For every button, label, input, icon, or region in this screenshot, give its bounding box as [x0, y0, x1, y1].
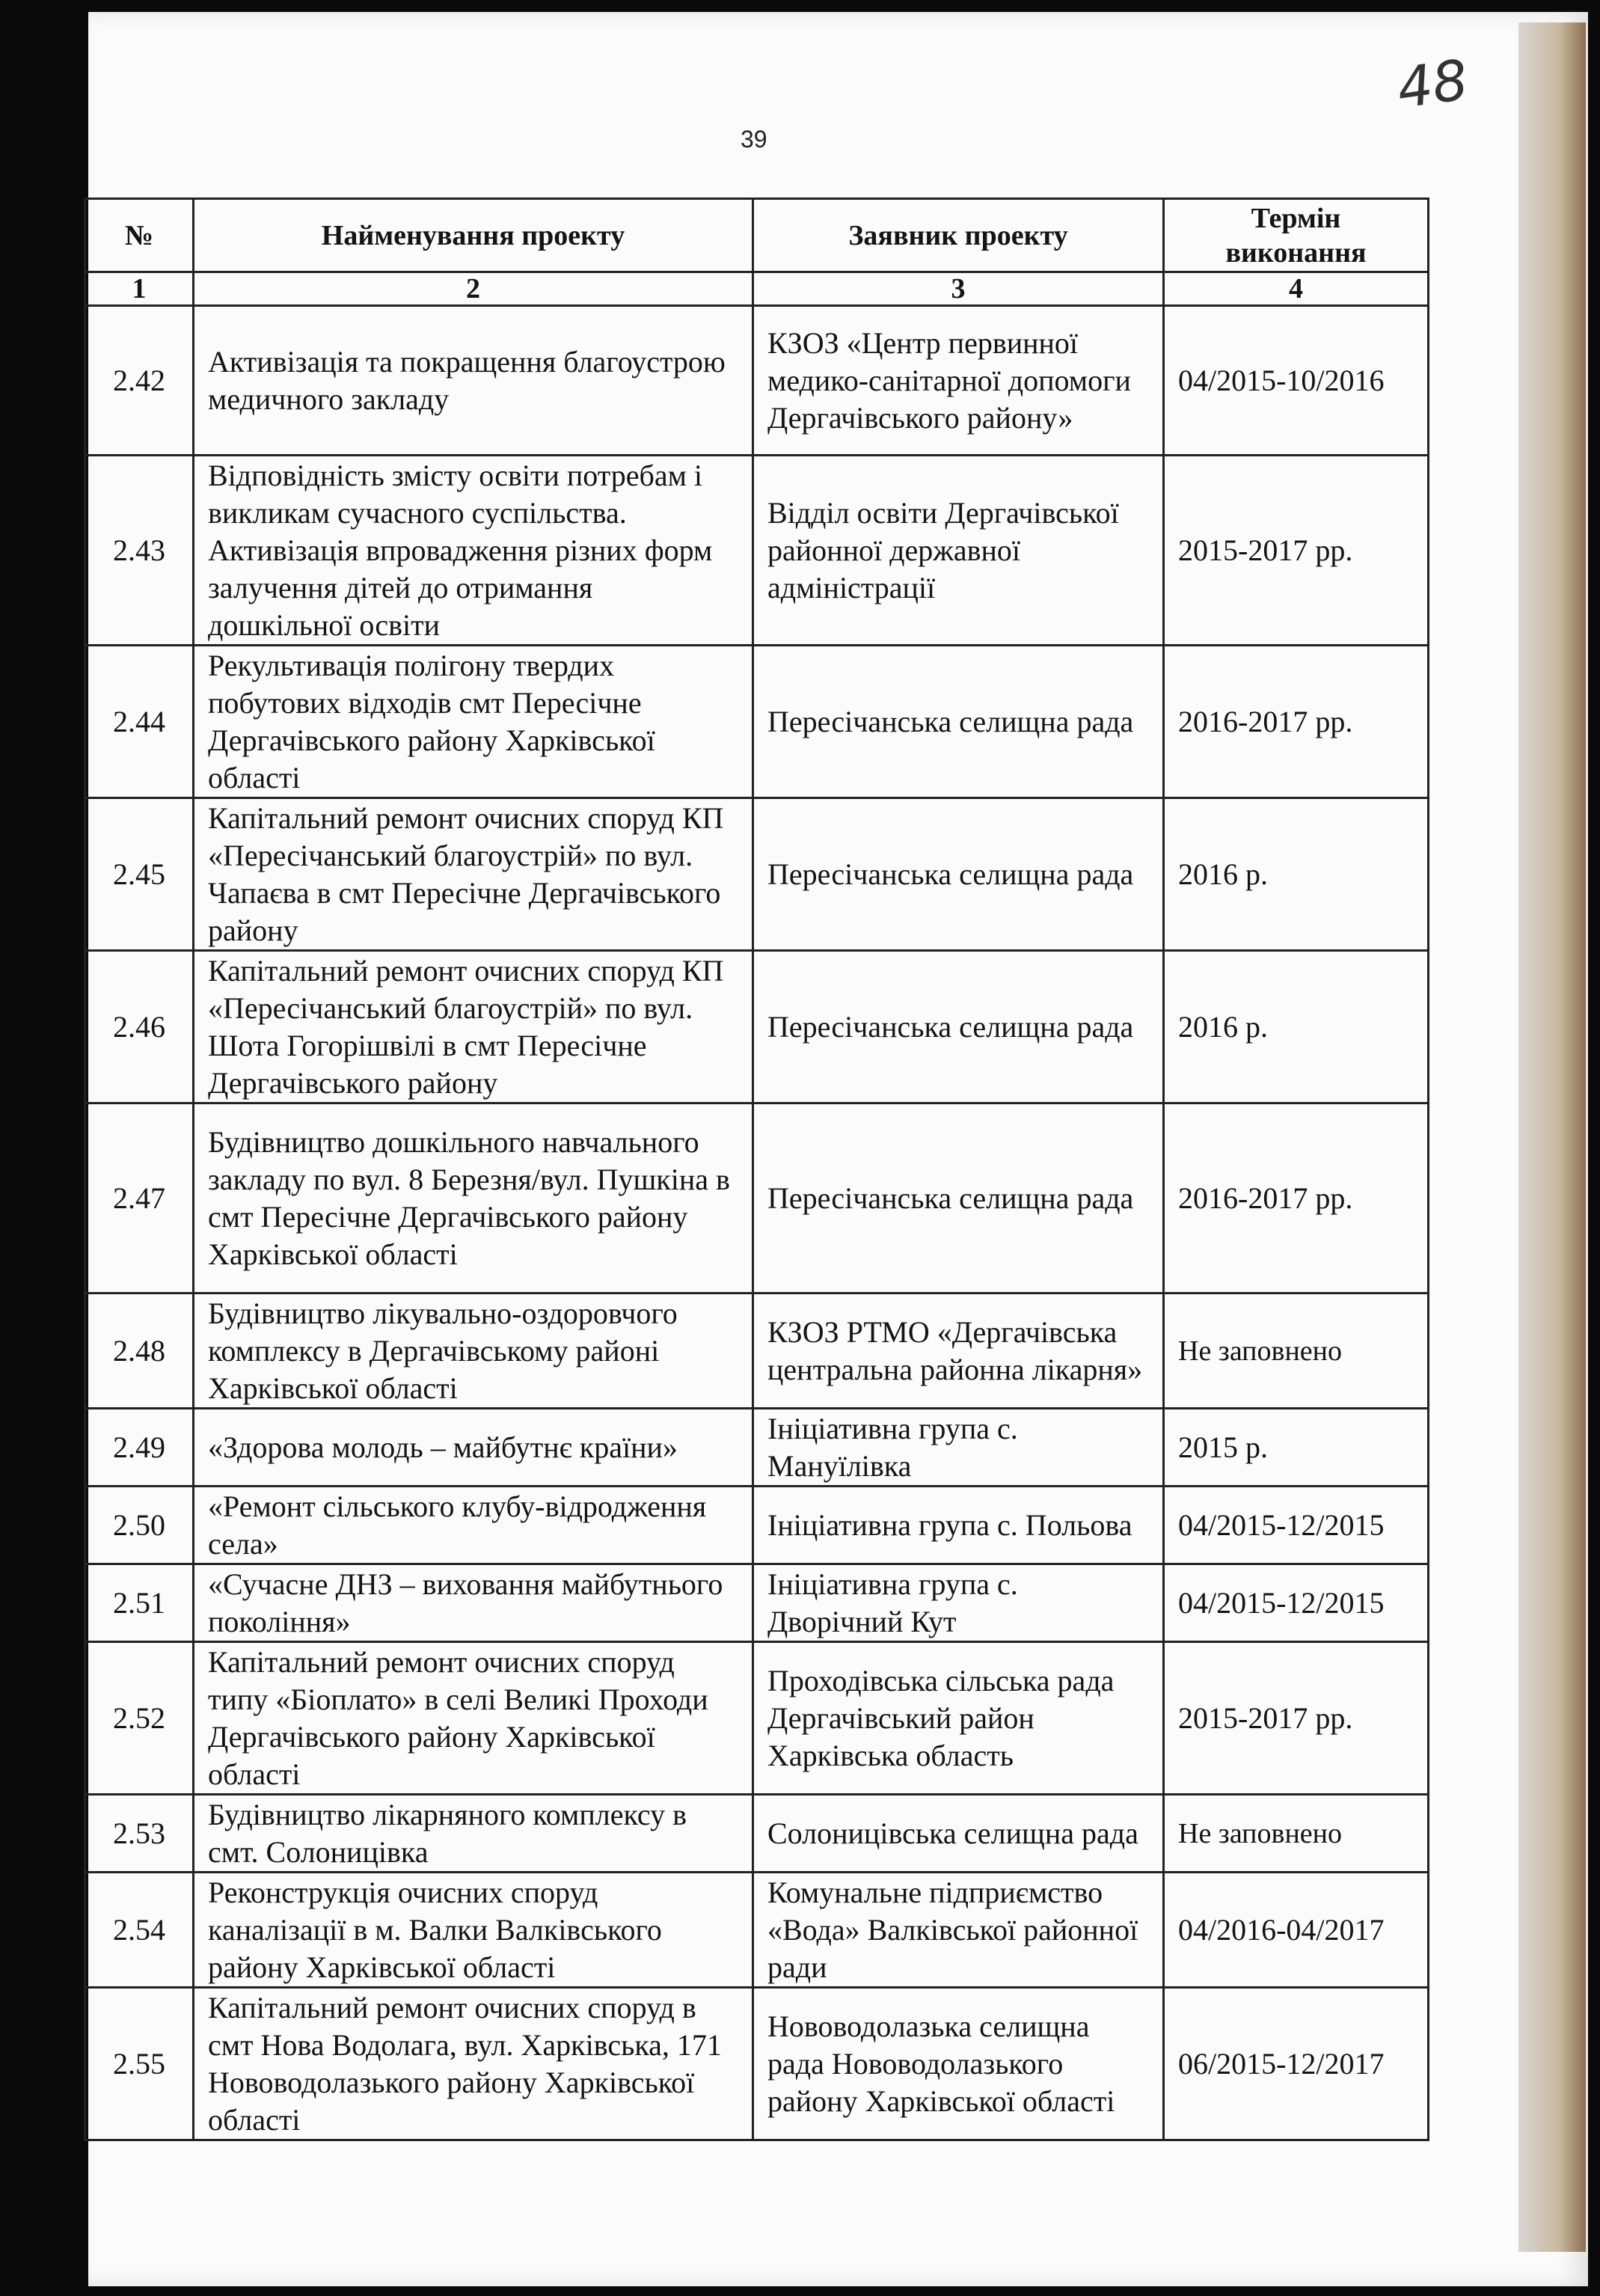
- project-applicant: Пересічанська селищна рада: [753, 951, 1164, 1103]
- project-name: Рекультивація полігону твердих побутових відходів смт Пересічне Дергачівського району Харківської області: [194, 646, 753, 798]
- project-term: Не заповнено: [1164, 1294, 1429, 1409]
- project-term: 04/2015-12/2015: [1164, 1487, 1429, 1564]
- project-term: 04/2015-10/2016: [1164, 306, 1429, 456]
- project-applicant: Пересічанська селищна рада: [753, 798, 1164, 951]
- row-number: 2.52: [85, 1642, 194, 1795]
- row-number: 2.47: [85, 1103, 194, 1294]
- project-name: Капітальний ремонт очисних споруд типу «Біоплато» в селі Великі Проходи Дергачівського району Харківської області: [194, 1642, 753, 1795]
- table-row: [85, 1642, 1429, 1795]
- project-applicant: Відділ освіти Дергачівської районної державної адміністрації: [753, 456, 1164, 646]
- row-number: 2.55: [85, 1988, 194, 2140]
- row-number: 2.43: [85, 456, 194, 646]
- project-applicant: Комунальне підприємство «Вода» Валківської районної ради: [753, 1873, 1164, 1988]
- project-applicant: Пересічанська селищна рада: [753, 646, 1164, 798]
- row-number: 2.42: [85, 306, 194, 456]
- project-term: Не заповнено: [1164, 1795, 1429, 1873]
- table-row: [85, 1564, 1429, 1642]
- project-term: 2016-2017 рр.: [1164, 1103, 1429, 1294]
- row-number: 2.45: [85, 798, 194, 951]
- header-term: Термін виконання: [1164, 199, 1429, 272]
- table-row: [85, 1103, 1429, 1294]
- project-name: Відповідність змісту освіти потребам і викликам сучасного суспільства. Активізація впровадження різних форм залучення дітей до отримання дошкільної освіти: [194, 456, 753, 646]
- column-number: 2: [194, 272, 753, 306]
- table-row: [85, 1795, 1429, 1873]
- project-name: «Здорова молодь – майбутнє країни»: [194, 1409, 753, 1487]
- project-name: Будівництво дошкільного навчального закладу по вул. 8 Березня/вул. Пушкіна в смт Пересічне Дергачівського району Харківської області: [194, 1103, 753, 1294]
- project-applicant: Ініціативна група с. Дворічний Кут: [753, 1564, 1164, 1642]
- project-applicant: Ініціативна група с. Польова: [753, 1487, 1164, 1564]
- table-row: [85, 646, 1429, 798]
- header-row: [85, 199, 1429, 272]
- project-applicant: Нововодолазька селищна рада Нововодолазького району Харківської області: [753, 1988, 1164, 2140]
- table-row: [85, 951, 1429, 1103]
- header-applicant: Заявник проекту: [753, 199, 1164, 272]
- header-name: Найменування проекту: [194, 199, 753, 272]
- column-number: 1: [85, 272, 194, 306]
- row-number: 2.50: [85, 1487, 194, 1564]
- table-row: [85, 456, 1429, 646]
- project-name: Капітальний ремонт очисних споруд КП «Пересічанський благоустрій» по вул. Чапаєва в смт Пересічне Дергачівського району: [194, 798, 753, 951]
- table-row: [85, 1487, 1429, 1564]
- column-number-row: [85, 272, 1429, 306]
- page-number: 39: [741, 126, 767, 153]
- project-term: 2015 р.: [1164, 1409, 1429, 1487]
- table-row: [85, 1988, 1429, 2140]
- projects-table: [84, 198, 1429, 2141]
- row-number: 2.53: [85, 1795, 194, 1873]
- row-number: 2.54: [85, 1873, 194, 1988]
- column-number: 4: [1164, 272, 1429, 306]
- project-term: 2015-2017 рр.: [1164, 1642, 1429, 1795]
- project-name: Будівництво лікувально-оздоровчого комплексу в Дергачівському районі Харківської області: [194, 1294, 753, 1409]
- handwritten-sheet-number: 48: [1393, 47, 1472, 122]
- project-term: 06/2015-12/2017: [1164, 1988, 1429, 2140]
- project-applicant: КЗОЗ РТМО «Дергачівська центральна районна лікарня»: [753, 1294, 1164, 1409]
- project-applicant: Ініціативна група с. Мануїлівка: [753, 1409, 1164, 1487]
- project-name: «Сучасне ДНЗ – виховання майбутнього покоління»: [194, 1564, 753, 1642]
- row-number: 2.49: [85, 1409, 194, 1487]
- row-number: 2.48: [85, 1294, 194, 1409]
- header-num: №: [85, 199, 194, 272]
- project-term: 2016 р.: [1164, 951, 1429, 1103]
- table-row: [85, 1873, 1429, 1988]
- column-number: 3: [753, 272, 1164, 306]
- row-number: 2.51: [85, 1564, 194, 1642]
- project-name: Будівництво лікарняного комплексу в смт. Солоницівка: [194, 1795, 753, 1873]
- table-row: [85, 306, 1429, 456]
- paper-edge: [1518, 22, 1586, 2252]
- row-number: 2.44: [85, 646, 194, 798]
- row-number: 2.46: [85, 951, 194, 1103]
- project-applicant: Проходівська сільська рада Дергачівський район Харківська область: [753, 1642, 1164, 1795]
- project-term: 2016 р.: [1164, 798, 1429, 951]
- project-name: Капітальний ремонт очисних споруд в смт Нова Водолага, вул. Харківська, 171 Нововодолазького району Харківської області: [194, 1988, 753, 2140]
- project-term: 2016-2017 рр.: [1164, 646, 1429, 798]
- project-name: «Ремонт сільського клубу-відродження села»: [194, 1487, 753, 1564]
- project-term: 04/2015-12/2015: [1164, 1564, 1429, 1642]
- project-applicant: КЗОЗ «Центр первинної медико-санітарної допомоги Дергачівського району»: [753, 306, 1164, 456]
- project-name: Реконструкція очисних споруд каналізації в м. Валки Валківського району Харківської області: [194, 1873, 753, 1988]
- project-applicant: Пересічанська селищна рада: [753, 1103, 1164, 1294]
- table-row: [85, 1409, 1429, 1487]
- project-name: Активізація та покращення благоустрою медичного закладу: [194, 306, 753, 456]
- table-row: [85, 798, 1429, 951]
- table-row: [85, 1294, 1429, 1409]
- project-term: 04/2016-04/2017: [1164, 1873, 1429, 1988]
- project-name: Капітальний ремонт очисних споруд КП «Пересічанський благоустрій» по вул. Шота Гогорішвілі в смт Пересічне Дергачівського району: [194, 951, 753, 1103]
- project-applicant: Солоницівська селищна рада: [753, 1795, 1164, 1873]
- project-term: 2015-2017 рр.: [1164, 456, 1429, 646]
